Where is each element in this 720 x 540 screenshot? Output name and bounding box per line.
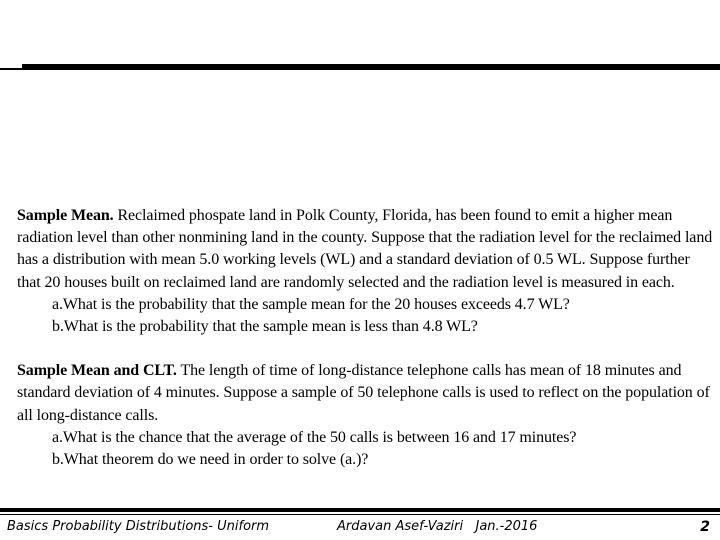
bottom-rule-thin: [0, 514, 720, 515]
footer-title: Basics Probability Distributions- Uniform: [7, 519, 270, 534]
problem-1-item-a: a.What is the probability that the sample mean for the 20 houses exceeds 4.7 WL?: [52, 295, 570, 313]
bottom-rule: [0, 508, 720, 512]
problem-1-paragraph: [17, 205, 717, 294]
paragraph-spacer: [17, 338, 717, 360]
problem-2-paragraph: [17, 360, 717, 427]
top-rule: [22, 64, 720, 70]
problem-1-text: Reclaimed phospate land in Polk County, Florida, has been found to emit a higher mean radiation level than other nonmining land in the county. Suppose that the radiation level for the reclaimed land has a distribution with mean 5.0 working levels (WL) and a standard deviation of 0.5 WL. Suppose further that 20 houses built on reclaimed land are randomly selected and the radiation level is measured in each.: [17, 207, 713, 291]
footer-author: Ardavan Asef-Vaziri: [337, 519, 464, 534]
top-rule-thin: [0, 68, 24, 70]
problem-2-heading: Sample Mean and CLT.: [17, 362, 177, 380]
footer-date: Jan.-2016: [475, 519, 538, 534]
problem-1-item-b: b.What is the probability that the sample mean is less than 4.8 WL?: [52, 318, 478, 336]
problem-2-item-a: a.What is the chance that the average of the 50 calls is between 16 and 17 minutes?: [52, 428, 577, 446]
footer-author-date: [337, 519, 537, 535]
problem-1-heading: Sample Mean.: [17, 207, 114, 224]
problem-2-text: The length of time of long-distance telephone calls has mean of 18 minutes and standard deviation of 4 minutes. Suppose a sample of 50 telephone calls is used to reflect on the population of all long-distance calls.: [17, 362, 710, 424]
slide-content: [17, 205, 717, 471]
page-number: 2: [700, 519, 710, 535]
problem-2-item-b: b.What theorem do we need in order to solve (a.)?: [52, 451, 369, 469]
